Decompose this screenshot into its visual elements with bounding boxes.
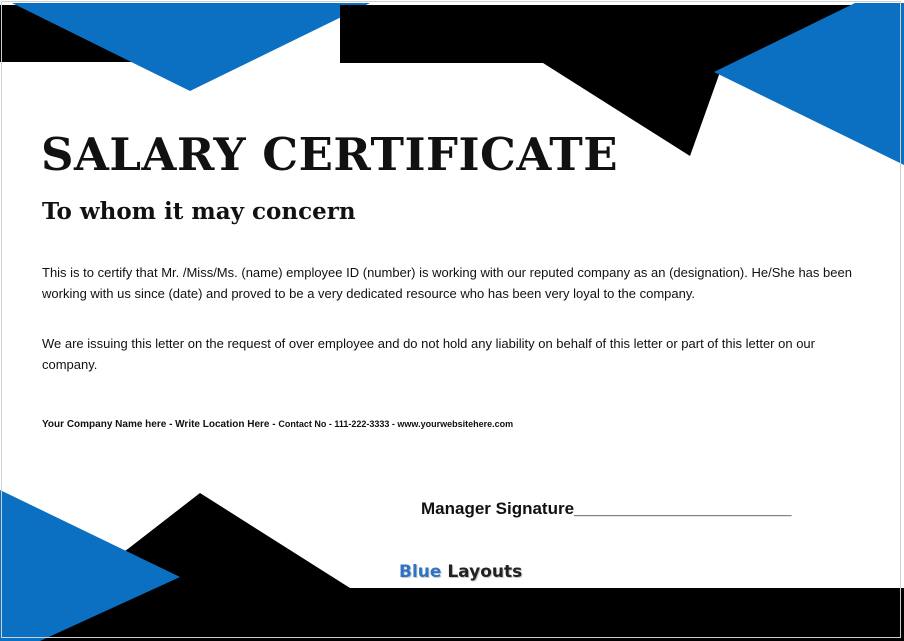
salutation: To whom it may concern <box>42 198 356 225</box>
contact-label: Contact No - <box>278 419 335 429</box>
brand-logo <box>399 562 522 582</box>
body-paragraph-2: We are issuing this letter on the request of over employee and do not hold any liability on behalf of this letter or part of this letter on our company. <box>42 336 815 372</box>
company-contact-line <box>42 419 513 430</box>
brand-logo-part-2: Layouts <box>441 562 523 582</box>
contact-details: 111-222-3333 - www.yourwebsitehere.com <box>334 419 514 429</box>
company-location-text: Your Company Name here - Write Location Here - <box>42 419 279 430</box>
certificate-title: SALARY CERTIFICATE <box>41 128 619 181</box>
brand-logo-part-1: Blue <box>399 562 442 582</box>
body-paragraph-1: This is to certify that Mr. /Miss/Ms. (name) employee ID (number) is working with our reputed company as an (designation). He/She has been working with us since (date) and proved to be a very dedicated resource who has been very loyal to the company. <box>42 265 852 301</box>
manager-signature-line: Manager Signature_______________________ <box>421 499 792 518</box>
